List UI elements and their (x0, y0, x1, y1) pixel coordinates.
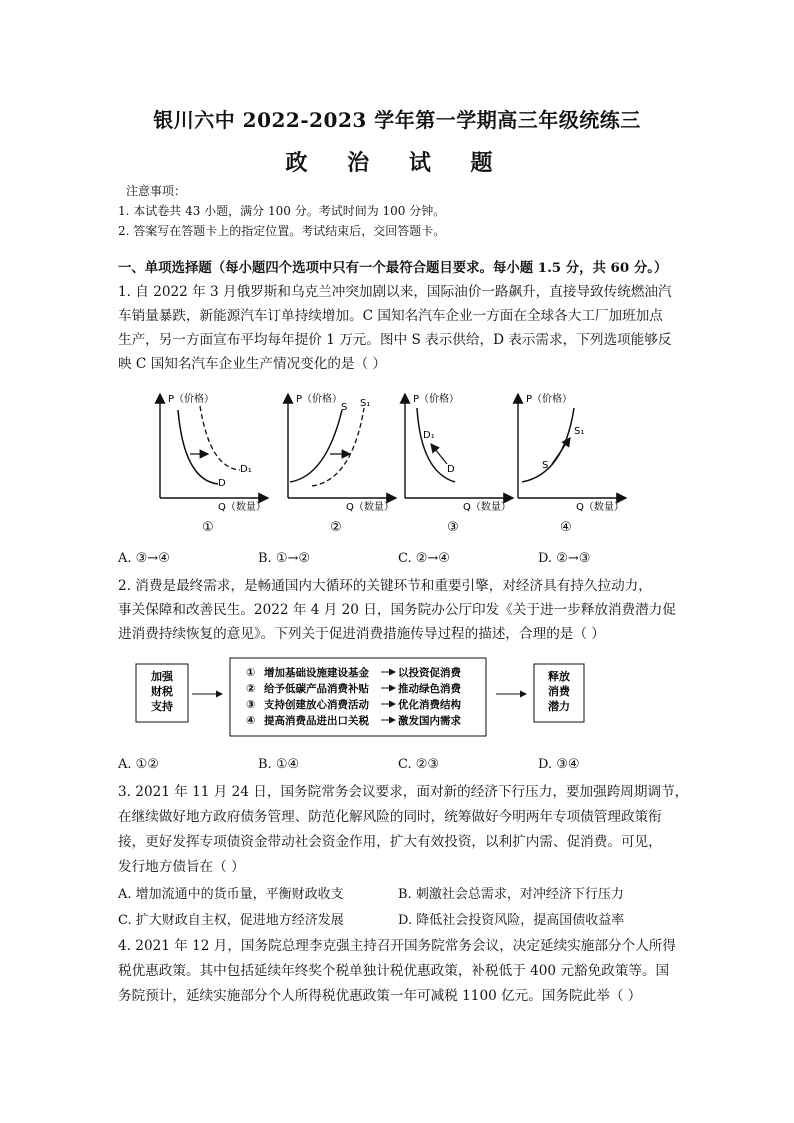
flow-item (246, 682, 461, 695)
notes-heading: 注意事项： (126, 184, 187, 198)
graph-curve-label: S (341, 402, 348, 413)
flow-left-text: 加强 (151, 670, 173, 683)
flow-item-text: 提高消费品进出口关税 (264, 715, 369, 727)
exam-subject: 政 治 试 题 (285, 150, 509, 176)
flow-item-result: 优化消费结构 (398, 699, 461, 711)
graph-ylabel: P（价格） (168, 394, 215, 405)
q4-line: 4. 2021 年 12 月，国务院总理李克强主持召开国务院常务会议，决定延续实施部分个人所得 (118, 938, 676, 954)
option-c: C. 扩大财政自主权，促进地方经济发展 (118, 913, 344, 928)
flow-right-text: 释放 (548, 670, 570, 683)
q4-line: 税优惠政策。其中包括延续年终奖个税单独计税优惠政策，补税低于 400 元豁免政策等。国 (118, 963, 670, 979)
q3-line: 3. 2021 年 11 月 24 日，国务院常务会议要求，面对新的经济下行压力，要加强跨周期调节， (118, 784, 689, 800)
graph-xlabel: Q（数量） (576, 502, 624, 513)
graph-curve-label: S₁ (574, 426, 585, 437)
flow-item (246, 698, 461, 711)
q1-line: 映 C 国知名汽车企业生产情况变化的是（ ） (118, 356, 387, 372)
graph-curve-label: S (542, 460, 549, 471)
section-heading: 一、单项选择题（每小题四个选项中只有一个最符合题目要求。每小题 1.5 分，共 60 分。） (118, 260, 668, 276)
option-a: A. 增加流通中的货币量，平衡财政收支 (118, 887, 344, 902)
graph-4 (518, 392, 626, 535)
q2-line: 事关保障和改善民生。2022 年 4 月 20 日，国务院办公厅印发《关于进一步释放消费潜力促 (118, 602, 676, 618)
option-a: A. ③→④ (118, 551, 170, 566)
option-d: D. ②→③ (538, 551, 591, 566)
flow-item-text: 给予低碳产品消费补贴 (264, 683, 369, 695)
flow-item-result: 推动绿色消费 (398, 683, 461, 695)
flow-left-text: 支持 (151, 700, 173, 713)
graph-xlabel: Q（数量） (218, 502, 266, 513)
graph-curve-label: D₁ (423, 430, 435, 441)
option-a: A. ①② (118, 757, 159, 772)
flow-item-text: 增加基础设施建设基金 (264, 667, 369, 679)
q4-line: 务院预计，延续实施部分个人所得税优惠政策一年可减税 1100 亿元。国务院此举（ ） (118, 988, 642, 1004)
flow-item (246, 714, 461, 727)
graph-curve-label: S₁ (360, 398, 371, 409)
graph-ylabel: P（价格） (526, 394, 573, 405)
flow-item-text: 支持创建放心消费活动 (264, 699, 369, 711)
graph-curve-label: D (447, 464, 455, 475)
flow-item-num: ③ (246, 698, 256, 711)
option-c: C. ②→④ (398, 551, 450, 566)
q1-graphs (140, 388, 660, 536)
q1-line: 1. 自 2022 年 3 月俄罗斯和乌克兰冲突加剧以来，国际油价一路飙升，直接导致传统燃油汽 (118, 284, 672, 300)
note-item: 2. 答案写在答题卡上的指定位置。考试结束后，交回答题卡。 (118, 224, 446, 238)
graph-number: ④ (560, 520, 572, 535)
q1-line: 车销量暴跌，新能源汽车订单持续增加。C 国知名汽车企业一方面在全球各大工厂加班加点 (118, 308, 663, 324)
flow-item-num: ② (246, 682, 256, 695)
graph-2 (288, 392, 396, 535)
graph-number: ① (202, 520, 214, 535)
option-b: B. ①→② (258, 551, 311, 566)
flow-right-text: 潜力 (548, 700, 570, 713)
flow-item (246, 666, 461, 679)
graph-number: ③ (447, 520, 459, 535)
option-c: C. ②③ (398, 757, 440, 772)
q2-line: 2. 消费是最终需求，是畅通国内大循环的关键环节和重要引擎，对经济具有持久拉动力， (118, 578, 652, 594)
graph-ylabel: P（价格） (296, 394, 343, 405)
flow-item-result: 以投资促消费 (398, 667, 461, 679)
graph-3 (405, 392, 513, 535)
graph-curve-label: D (218, 478, 226, 489)
flow-left-text: 财税 (151, 685, 173, 698)
graph-1 (160, 392, 268, 535)
option-d: D. ③④ (538, 757, 580, 772)
graph-ylabel: P（价格） (413, 394, 460, 405)
q2-line: 进消费持续恢复的意见》。下列关于促进消费措施传导过程的描述，合理的是（ ） (118, 626, 605, 642)
flow-item-num: ① (246, 666, 256, 679)
flow-item-num: ④ (246, 714, 256, 727)
flow-right-text: 消费 (548, 685, 570, 698)
q3-line: 发行地方债旨在（ ） (118, 859, 245, 875)
graph-xlabel: Q（数量） (346, 502, 394, 513)
q1-line: 生产，另一方面宣布平均每年提价 1 万元。图中 S 表示供给，D 表示需求，下列选项能够反 (118, 332, 672, 348)
graph-xlabel: Q（数量） (463, 502, 511, 513)
q3-line: 在继续做好地方政府债务管理、防范化解风险的同时，统筹做好今明两年专项债管理政策衔 (118, 809, 662, 825)
exam-title: 银川六中 2022-2023 学年第一学期高三年级统练三 (153, 108, 641, 132)
flow-item-result: 激发国内需求 (398, 715, 461, 727)
option-b: B. ①④ (258, 757, 300, 772)
graph-curve-label: D₁ (240, 464, 252, 475)
graph-number: ② (330, 520, 342, 535)
q3-line: 接，更好发挥专项债资金带动社会资金作用，扩大有效投资，以利扩内需、促消费。可见， (118, 834, 662, 850)
note-item: 1. 本试卷共 43 小题，满分 100 分。考试时间为 100 分钟。 (118, 204, 446, 218)
q2-flow-diagram (134, 656, 614, 740)
option-b: B. 刺激社会总需求，对冲经济下行压力 (398, 887, 624, 902)
option-d: D. 降低社会投资风险，提高国债收益率 (398, 913, 625, 928)
